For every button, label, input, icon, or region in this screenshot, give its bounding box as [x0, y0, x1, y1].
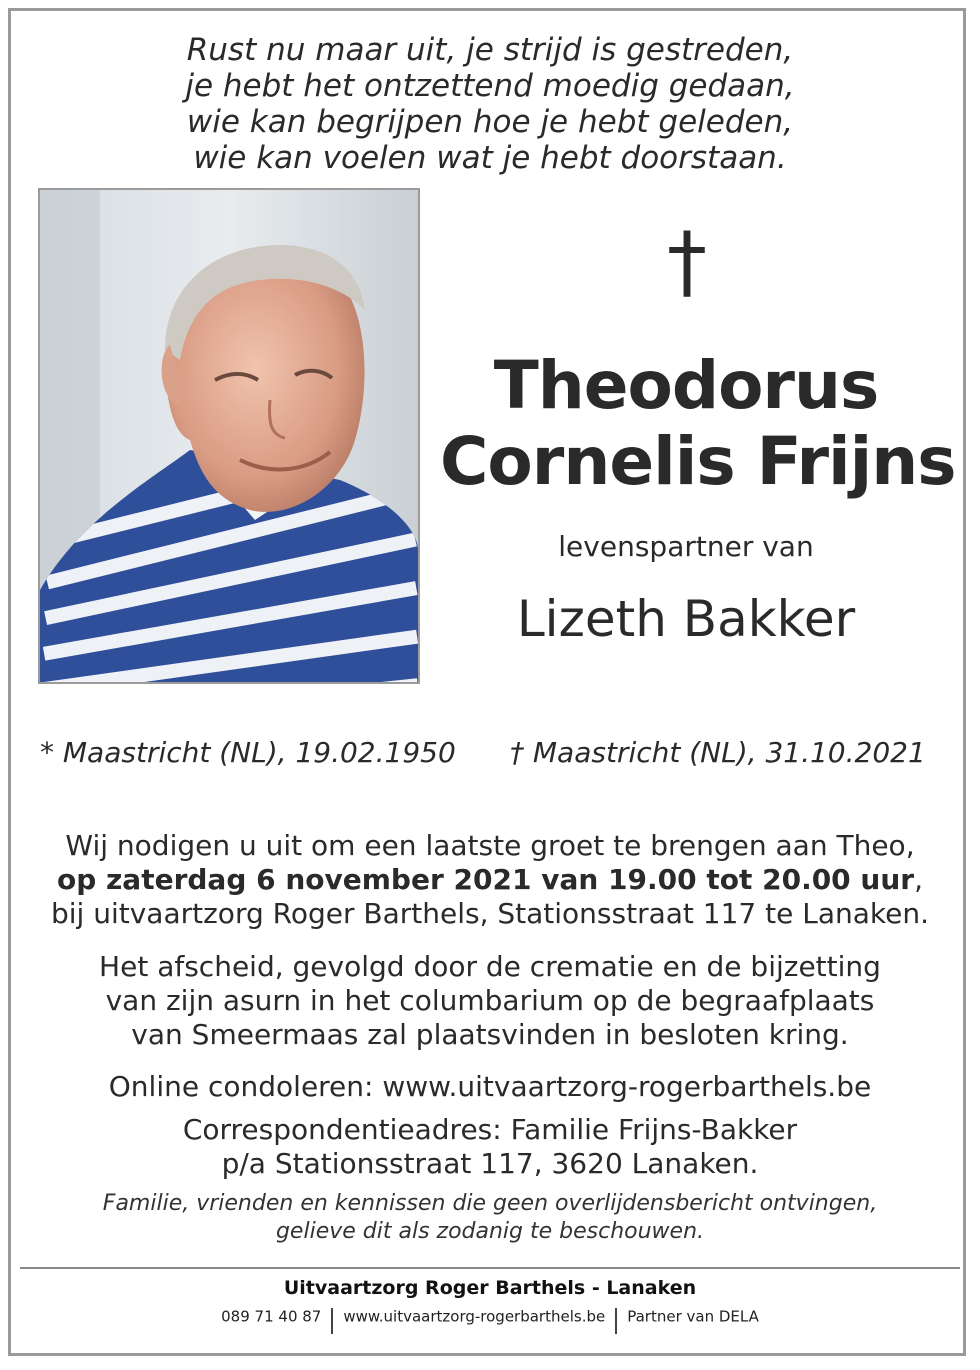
invitation-date: op zaterdag 6 november 2021 van 19.00 tot 20.00 uur — [56, 863, 915, 896]
notice-text — [0, 1190, 980, 1246]
footer-partner: Partner van DELA — [627, 1307, 759, 1326]
cross-icon: † — [667, 215, 707, 308]
invitation-paragraph — [0, 829, 980, 931]
correspondence-address — [0, 1113, 980, 1181]
farewell-paragraph — [0, 950, 980, 1052]
footer-separator — [615, 1308, 617, 1334]
partner-name: Lizeth Bakker — [516, 590, 856, 648]
notice-line: Familie, vrienden en kennissen die geen overlijdensbericht ontvingen, — [102, 1191, 878, 1216]
notice-line: gelieve dit als zodanig te beschouwen. — [275, 1219, 705, 1244]
death-date: † Maastricht (NL), 31.10.2021 — [510, 736, 926, 769]
partner-label: levenspartner van — [558, 530, 814, 563]
footer-divider — [20, 1267, 960, 1269]
invitation-date-line — [0, 863, 980, 897]
portrait-illustration — [40, 190, 418, 682]
condolence-line: Online condoleren: www.uitvaartzorg-rogerbarthels.be — [108, 1070, 872, 1103]
invitation-line: Wij nodigen u uit om een laatste groet te brengen aan Theo, — [65, 829, 915, 862]
name-line-last: Cornelis Frijns — [440, 423, 956, 500]
poem — [0, 32, 980, 176]
footer-separator — [331, 1308, 333, 1334]
farewell-line: Het afscheid, gevolgd door de crematie en de bijzetting — [99, 950, 881, 983]
poem-line: wie kan begrijpen hoe je hebt geleden, — [186, 104, 794, 140]
footer-title: Uitvaartzorg Roger Barthels - Lanaken — [283, 1277, 697, 1299]
farewell-line: van zijn asurn in het columbarium op de begraafplaats — [105, 984, 875, 1017]
footer-website: www.uitvaartzorg-rogerbarthels.be — [343, 1307, 606, 1326]
correspondence-line: Correspondentieadres: Familie Frijns-Bakker — [182, 1113, 798, 1146]
poem-line: wie kan voelen wat je hebt doorstaan. — [193, 140, 787, 176]
name-line-first: Theodorus — [493, 347, 879, 424]
footer-contact — [0, 1304, 980, 1330]
farewell-line: van Smeermaas zal plaatsvinden in besloten kring. — [131, 1018, 849, 1051]
birth-date: * Maastricht (NL), 19.02.1950 — [40, 736, 456, 769]
invitation-line: bij uitvaartzorg Roger Barthels, Stationsstraat 117 te Lanaken. — [51, 897, 929, 930]
invitation-comma: , — [914, 863, 923, 896]
footer-phone: 089 71 40 87 — [221, 1307, 322, 1326]
correspondence-line: p/a Stationsstraat 117, 3620 Lanaken. — [221, 1147, 759, 1180]
poem-line: je hebt het ontzettend moedig gedaan, — [185, 68, 795, 104]
poem-line: Rust nu maar uit, je strijd is gestreden, — [186, 32, 794, 68]
deceased-name — [440, 347, 956, 500]
portrait-photo — [38, 188, 420, 684]
